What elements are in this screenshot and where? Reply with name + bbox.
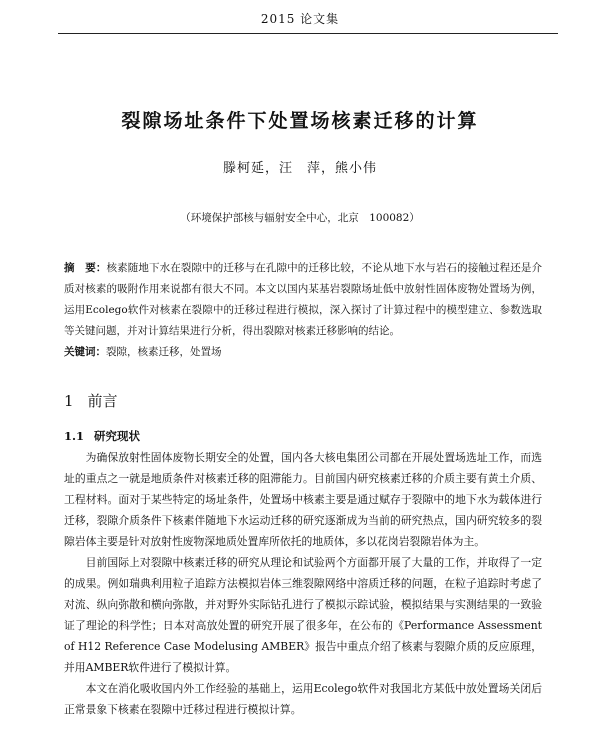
section-heading-1 xyxy=(64,390,118,411)
paragraph-1: 为确保放射性固体废物长期安全的处置，国内各大核电集团公司都在开展处置场选址工作，而选址的重点之一就是地质条件对核素迁移的阻滞能力。目前国内研究核素迁移的介质主要有黄土介质、工程材料。面对于某些特定的场址条件，处置场中核素主要是通过赋存于裂隙中的地下水为载体进行迁移，裂隙介质条件下核素伴随地下水运动迁移的研究逐渐成为当前的研究热点，国内研究较多的裂隙岩体主要是针对放射性废物深地质处置库所依托的地质体，多以花岗岩裂隙岩体为主。 xyxy=(64,451,542,548)
keywords xyxy=(64,344,542,359)
body-text xyxy=(64,447,542,720)
abstract xyxy=(64,258,542,342)
header-rule xyxy=(58,33,558,34)
abstract-label: 摘 要： xyxy=(64,262,107,274)
section-title: 前言 xyxy=(87,392,118,410)
abstract-text: 核素随地下水在裂隙中的迁移与在孔隙中的迁移比较，不论从地下水与岩石的接触过程还是介质对核素的吸附作用来说都有很大不同。本文以国内某基岩裂隙场址低中放射性固体废物处置场为例，运用Ecolego软件对核素在裂隙中的迁移过程进行模拟，深入探讨了计算过程中的模型建立、参数选取等关键问题，并对计算结果进行分析，得出裂隙对核素迁移影响的结论。 xyxy=(64,262,542,337)
keywords-text: 裂隙，核素迁移，处置场 xyxy=(106,346,222,358)
keywords-label: 关键词： xyxy=(64,346,106,358)
affiliation: （环境保护部核与辐射安全中心，北京 100082） xyxy=(180,212,420,224)
subsection-title: 研究现状 xyxy=(94,429,141,443)
paragraph-2: 目前国际上对裂隙中核素迁移的研究从理论和试验两个方面都开展了大量的工作，并取得了一定的成果。例如瑞典利用粒子追踪方法模拟岩体三维裂隙网络中溶质迁移的问题，在粒子追踪时考虑了对流、纵向弥散和横向弥散，并对野外实际钻孔进行了模拟示踪试验，模拟结果与实测结果的一致验证了理论的科学性；日本对高放处置的研究开展了很多年，在公布的《Performance Assessment of H12 Reference Case Modelusing AMBER》报告中重点介绍了核素与裂隙介质的反应原理，并用AMBER软件进行了模拟计算。 xyxy=(64,556,542,674)
subsection-number: 1.1 xyxy=(64,429,85,443)
authors: 滕柯延，汪 萍，熊小伟 xyxy=(222,161,377,176)
paragraph-3: 本文在消化吸收国内外工作经验的基础上，运用Ecolego软件对我国北方某低中放处置场关闭后正常景象下核素在裂隙中迁移过程进行模拟计算。 xyxy=(64,682,542,716)
section-number: 1 xyxy=(64,392,74,410)
running-header: 2015 论文集 xyxy=(260,12,340,26)
paper-title: 裂隙场址条件下处置场核素迁移的计算 xyxy=(121,110,479,132)
subsection-heading-1-1 xyxy=(64,428,140,444)
